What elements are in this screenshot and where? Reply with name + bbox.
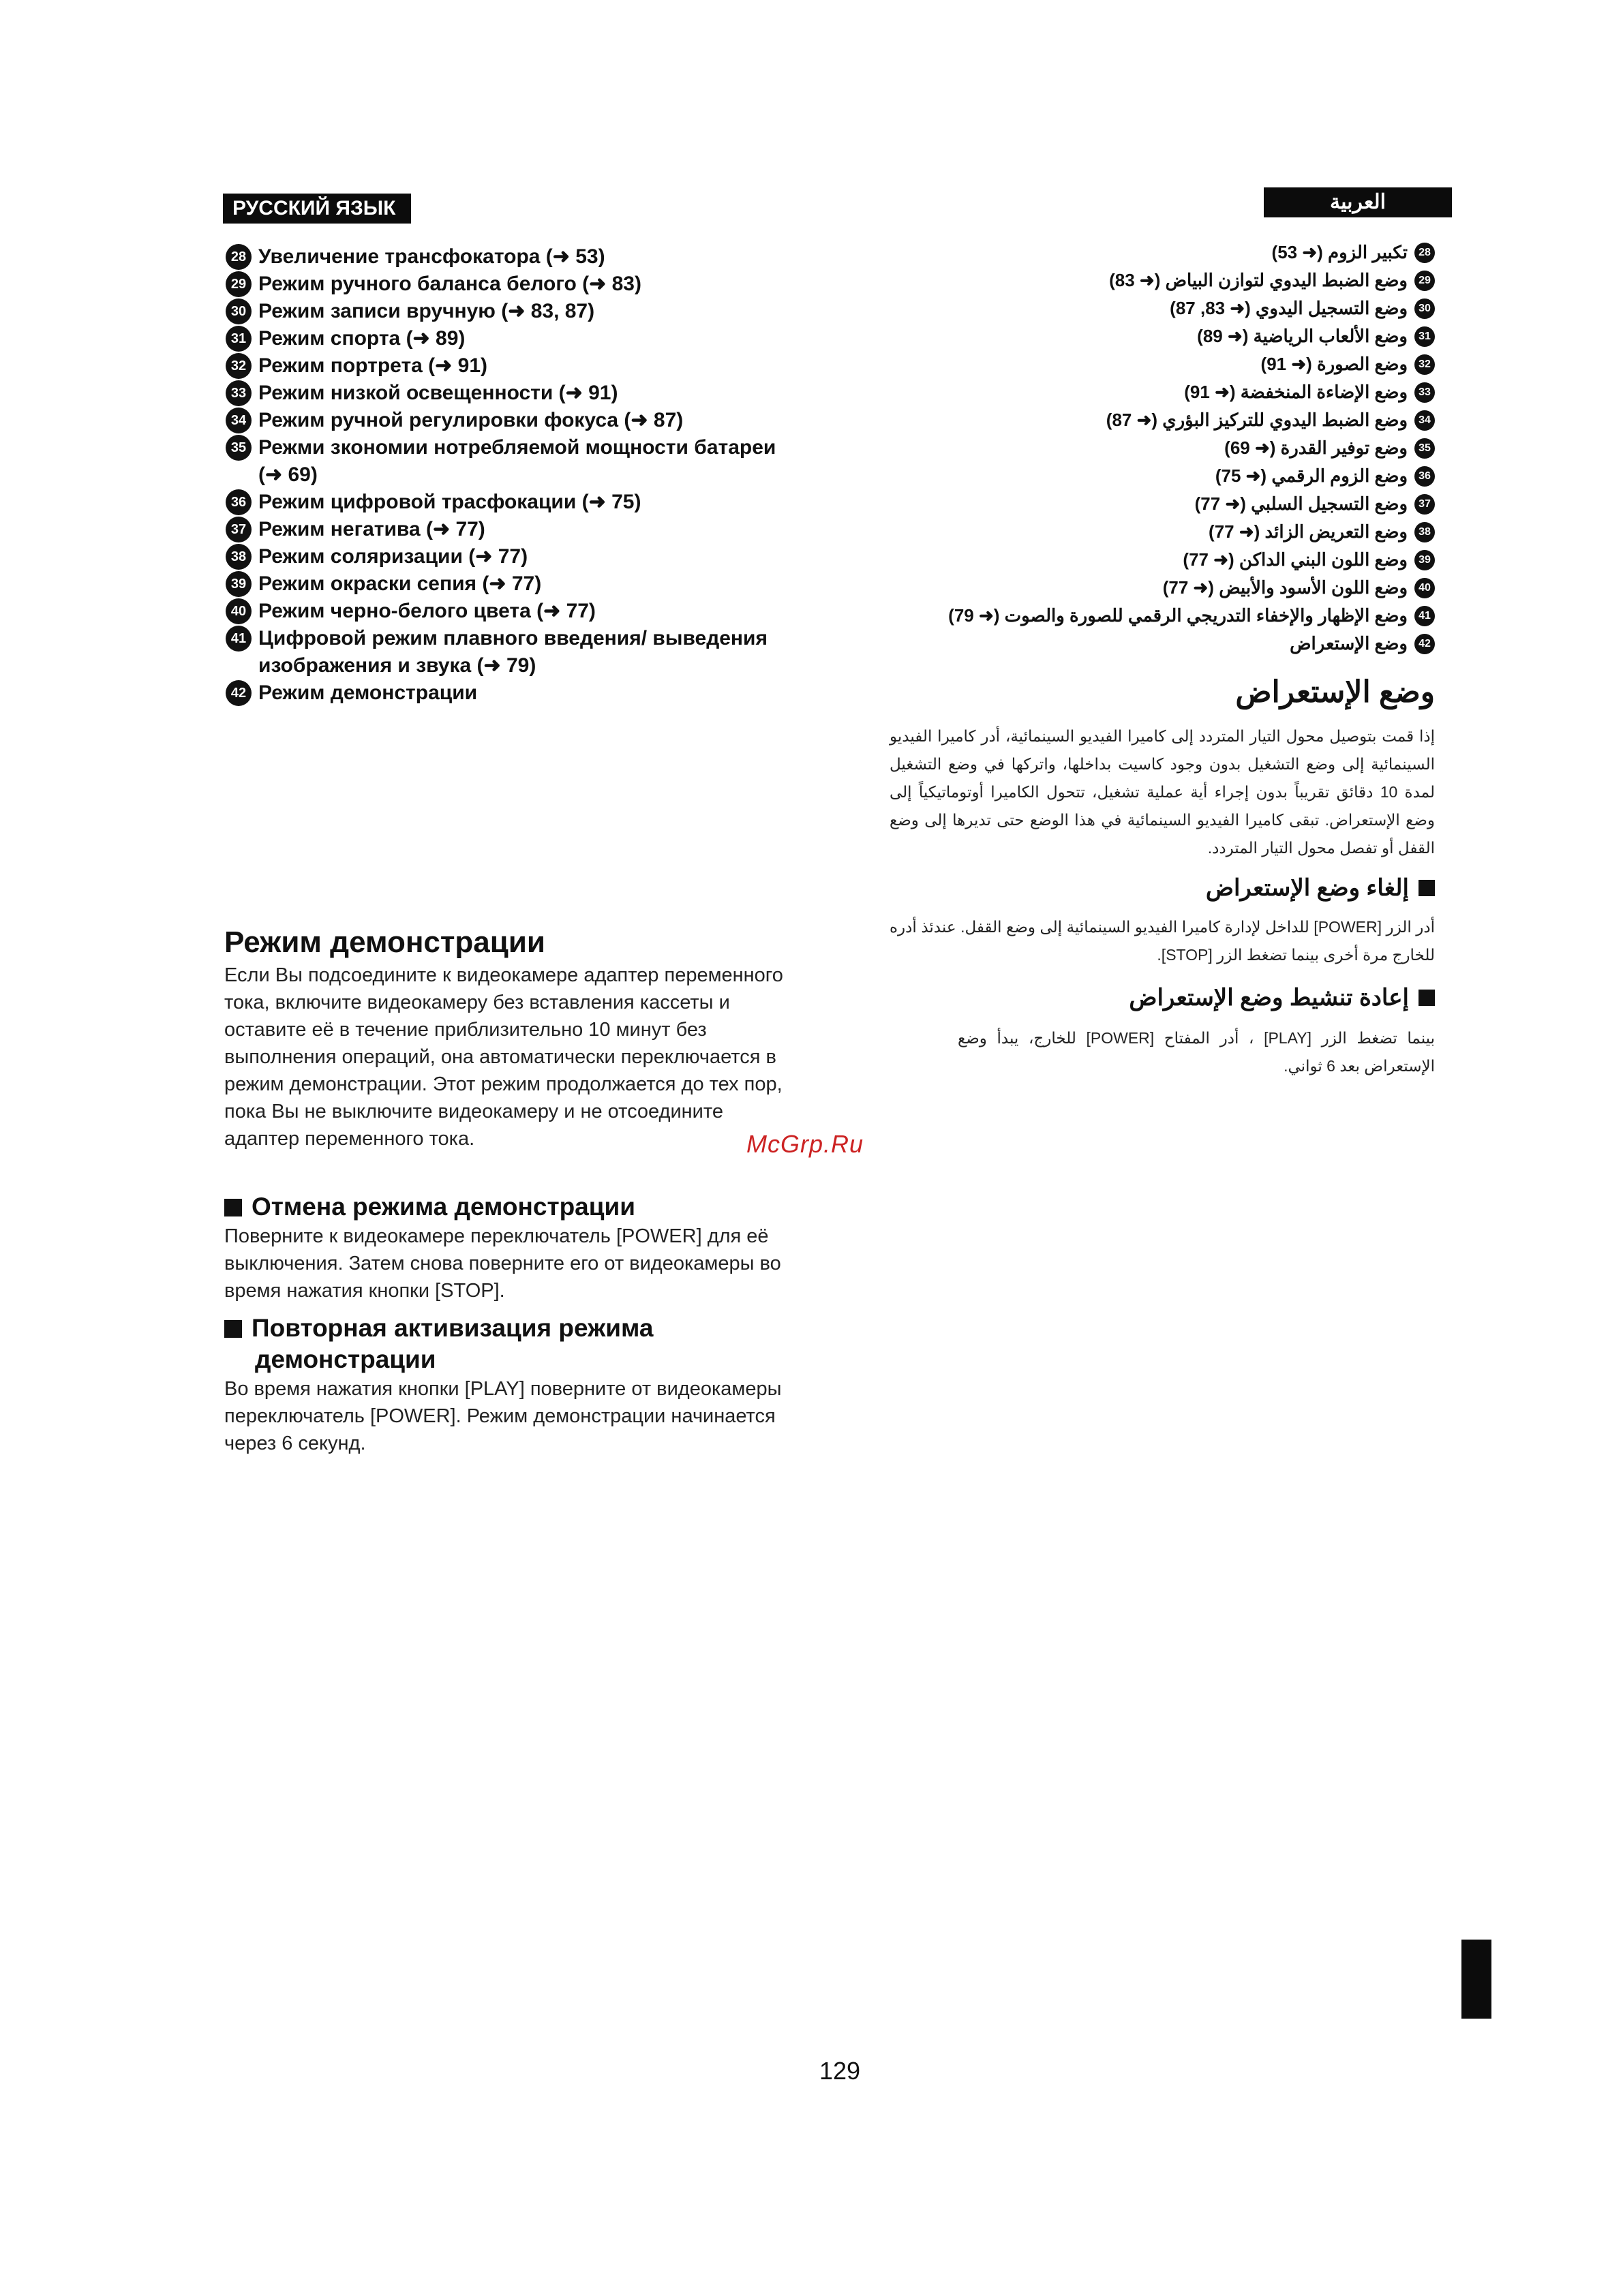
- ar-demo-title: وضع الإستعراض: [1235, 675, 1435, 709]
- ar-cancel-body: أدر الزر [POWER] للداخل لإدارة كاميرا الفيديو السينمائية إلى وضع القفل. عندئذ أدره للخارج مرة أخرى بينما تضغط الزر [STOP].: [890, 918, 1435, 964]
- ru-list-item-text: Режим портрета (➜ 91): [258, 354, 488, 377]
- item-number-badge: 41: [1414, 606, 1435, 626]
- item-number-badge: 32: [1414, 354, 1435, 375]
- item-number-badge: 33: [226, 380, 252, 406]
- item-number-badge: 32: [226, 353, 252, 379]
- ru-language-label: РУССКИЙ ЯЗЫК: [223, 194, 411, 224]
- ru-list-item: [226, 489, 785, 516]
- ar-list-item-text: وضع التسجيل السلبي (➜ 77): [1194, 493, 1408, 514]
- item-number-badge: 36: [226, 489, 252, 515]
- ar-list-item: [821, 630, 1435, 658]
- item-number-badge: 31: [226, 326, 252, 352]
- bullet-square-icon: [1419, 880, 1435, 896]
- watermark-link[interactable]: McGrp.Ru: [746, 1130, 864, 1158]
- ru-list-item-text: Режим окраски сепия (➜ 77): [258, 572, 542, 595]
- item-number-badge: 39: [1414, 550, 1435, 570]
- item-number-badge: 35: [1414, 438, 1435, 459]
- ru-cancel-body: Поверните к видеокамере переключатель [POWER] для её выключения. Затем снова поверните его от видеокамеры во время нажатия кнопки [STOP].: [224, 1225, 781, 1302]
- item-number-badge: 36: [1414, 466, 1435, 487]
- ar-mode-list: [821, 239, 1435, 658]
- ru-list-item-text: Режим записи вручную (➜ 83, 87): [258, 300, 595, 322]
- ru-demo-title: Режим демонстрации: [224, 925, 545, 959]
- ar-list-item: [821, 602, 1435, 630]
- ru-cancel-title: Отмена режима демонстрации: [252, 1193, 635, 1221]
- ar-list-item: [821, 266, 1435, 294]
- ar-list-item: [821, 350, 1435, 378]
- ru-reactivate-body: Во время нажатия кнопки [PLAY] поверните от видеокамеры переключатель [POWER]. Режим демонстрации начинается через 6 секунд.: [224, 1378, 782, 1454]
- ru-list-item: [226, 380, 785, 407]
- item-number-badge: 29: [226, 271, 252, 297]
- item-number-badge: 29: [1414, 271, 1435, 291]
- ru-list-item: [226, 516, 785, 543]
- ar-list-item: [821, 546, 1435, 574]
- item-number-badge: 38: [226, 544, 252, 570]
- item-number-badge: 39: [226, 571, 252, 597]
- page-number: 129: [819, 2057, 861, 2085]
- ar-list-item-text: وضع الألعاب الرياضية (➜ 89): [1197, 326, 1408, 346]
- ar-list-item: [821, 574, 1435, 602]
- item-number-badge: 42: [1414, 634, 1435, 654]
- ar-language-label: العربية: [1264, 187, 1452, 217]
- ar-list-item-text: وضع اللون الأسود والأبيض (➜ 77): [1162, 577, 1408, 598]
- ru-list-item: [226, 352, 785, 380]
- item-number-badge: 28: [226, 244, 252, 270]
- ar-list-item-text: وضع الإستعراض: [1290, 633, 1408, 654]
- ar-list-item-text: وضع الإضاءة المنخفضة (➜ 91): [1184, 382, 1408, 402]
- ar-list-item: [821, 239, 1435, 266]
- item-number-badge: 30: [1414, 299, 1435, 319]
- item-number-badge: 31: [1414, 326, 1435, 347]
- ru-list-item: [226, 625, 785, 679]
- ar-reactivate-heading: [1129, 984, 1435, 1011]
- item-number-badge: 35: [226, 435, 252, 461]
- ru-reactivate-title-line1: Повторная активизация режима: [252, 1314, 654, 1342]
- item-number-badge: 28: [1414, 243, 1435, 263]
- ru-list-item-text: Режми зкономии нотребляемой мощности батареи (➜ 69): [258, 436, 776, 486]
- bullet-square-icon: [224, 1199, 242, 1216]
- ar-list-item: [821, 406, 1435, 434]
- item-number-badge: 30: [226, 299, 252, 324]
- ar-list-item: [821, 322, 1435, 350]
- item-number-badge: 41: [226, 626, 252, 652]
- ru-list-item: [226, 243, 785, 271]
- ar-reactivate-title: إعادة تنشيط وضع الإستعراض: [1129, 985, 1409, 1011]
- ar-reactivate-body: بينما تضغط الزر [PLAY] ، أدر المفتاح [POWER] للخارج، يبدأ وضع الإستعراض بعد 6 ثواني.: [958, 1029, 1435, 1075]
- ar-list-item: [821, 490, 1435, 518]
- ar-list-item-text: وضع الإظهار والإخفاء التدريجي الرقمي للصورة والصوت (➜ 79): [948, 605, 1408, 626]
- ru-list-item-text: Режим соляризации (➜ 77): [258, 545, 528, 568]
- item-number-badge: 37: [1414, 494, 1435, 515]
- ar-list-item-text: وضع الضبط اليدوي للتركيز البؤري (➜ 87): [1106, 410, 1408, 430]
- ru-list-item: [226, 271, 785, 298]
- ru-demo-body: Если Вы подсоедините к видеокамере адаптер переменного тока, включите видеокамеру без вставления кассеты и оставите её в течение приблизительно 10 минут без выполнения операций, она автоматически переключается в режим демонстрации. Этот режим продолжается до тех пор, пока Вы не выключите видеокамеру и не отсоедините адаптер переменного тока.: [224, 964, 783, 1150]
- ar-list-item: [821, 378, 1435, 406]
- ru-list-item: [226, 434, 785, 489]
- ru-list-item: [226, 570, 785, 598]
- ar-list-item-text: وضع التسجيل اليدوي (➜ 83, 87): [1170, 298, 1408, 318]
- item-number-badge: 40: [1414, 578, 1435, 598]
- ru-list-item-text: Увеличение трансфокатора (➜ 53): [258, 245, 605, 268]
- ar-list-item-text: وضع اللون البني الداكن (➜ 77): [1183, 549, 1408, 570]
- ru-list-item: [226, 298, 785, 325]
- ru-list-item: [226, 543, 785, 570]
- item-number-badge: 34: [1414, 410, 1435, 431]
- item-number-badge: 33: [1414, 382, 1435, 403]
- item-number-badge: 37: [226, 517, 252, 542]
- ru-list-item-text: Режим спорта (➜ 89): [258, 327, 466, 350]
- ar-list-item-text: وضع الزوم الرقمي (➜ 75): [1215, 465, 1408, 486]
- ru-reactivate-heading: [224, 1313, 783, 1375]
- page-edge-tab-marker: [1461, 1940, 1491, 2019]
- ar-list-item-text: وضع التعريض الزائد (➜ 77): [1209, 521, 1408, 542]
- item-number-badge: 42: [226, 680, 252, 706]
- ar-list-item-text: وضع الصورة (➜ 91): [1260, 354, 1408, 374]
- ru-list-item: [226, 679, 785, 707]
- item-number-badge: 34: [226, 408, 252, 433]
- ru-mode-list: [226, 243, 785, 707]
- ar-list-item: [821, 518, 1435, 546]
- ru-list-item-text: Режим демонстрации: [258, 682, 478, 704]
- ru-list-item: [226, 407, 785, 434]
- ru-list-item-text: Цифровой режим плавного введения/ выведения изображения и звука (➜ 79): [258, 627, 768, 677]
- ar-cancel-heading: [1206, 874, 1435, 902]
- ru-list-item-text: Режим ручного баланса белого (➜ 83): [258, 273, 641, 295]
- ar-list-item-text: تكبير الزوم (➜ 53): [1271, 242, 1408, 262]
- ar-list-item: [821, 434, 1435, 462]
- ru-cancel-heading: [224, 1191, 783, 1223]
- ru-list-item-text: Режим негатива (➜ 77): [258, 518, 485, 540]
- ar-list-item: [821, 294, 1435, 322]
- item-number-badge: 40: [226, 598, 252, 624]
- ru-list-item: [226, 598, 785, 625]
- item-number-badge: 38: [1414, 522, 1435, 542]
- ru-list-item-text: Режим низкой освещенности (➜ 91): [258, 382, 618, 404]
- ar-list-item-text: وضع الضبط اليدوي لتوازن البياض (➜ 83): [1109, 270, 1408, 290]
- ru-reactivate-title-line2: демонстрации: [255, 1345, 436, 1373]
- ar-list-item-text: وضع توفير القدرة (➜ 69): [1224, 438, 1408, 458]
- ru-list-item-text: Режим цифровой трасфокации (➜ 75): [258, 491, 641, 513]
- ar-list-item: [821, 462, 1435, 490]
- ar-cancel-title: إلغاء وضع الإستعراض: [1205, 875, 1409, 901]
- bullet-square-icon: [1419, 990, 1435, 1006]
- ru-list-item: [226, 325, 785, 352]
- ar-demo-body: إذا قمت بتوصيل محول التيار المتردد إلى كاميرا الفيديو السينمائية، أدر كاميرا الفيديو السينمائية إلى وضع التشغيل بدون وجود كاسيت بداخلها، واتركها في وضع التشغيل لمدة 10 دقائق تقريباً بدون إجراء أية عملية تشغيل، تتحول الكاميرا أوتوماتيكياً إلى وضع الإستعراض. تبقى كاميرا الفيديو السينمائية في هذا الوضع حتى تديرها إلى وضع القفل أو تفصل محول التيار المتردد.: [890, 727, 1435, 857]
- bullet-square-icon: [224, 1320, 242, 1338]
- ru-list-item-text: Режим ручной регулировки фокуса (➜ 87): [258, 409, 684, 431]
- ru-list-item-text: Режим черно-белого цвета (➜ 77): [258, 600, 596, 622]
